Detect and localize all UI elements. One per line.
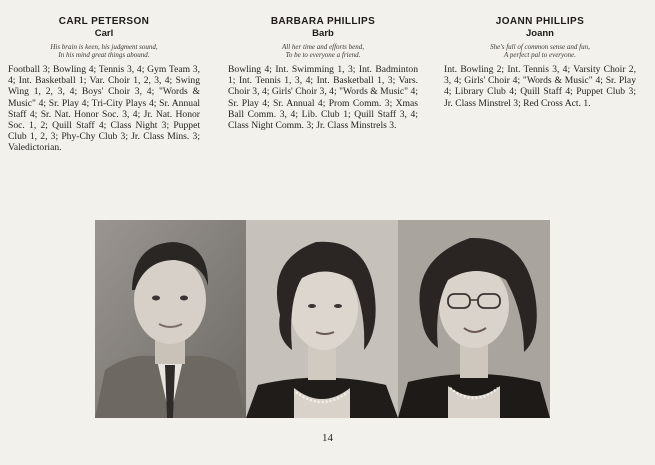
- student-nickname: Carl: [94, 28, 114, 39]
- student-nickname: Joann: [526, 28, 554, 39]
- student-activities: Football 3; Bowling 4; Tennis 3, 4; Gym Team 3, 4; Int. Basketball 1; Var. Choir 1, 2, 3, 4; Swing Wing 1, 2, 3, 4; Boys' Choir 3, 4; "Words & Music" 4; Sr. Play 4; Tri-City Plays 4; Sr. Annual Staff 4; Sr. Nat. Honor Soc. 3, 4; Jr. Nat. Honor Soc. 1, 2; Quill Staff 4; Class Night 3; Puppet Club 1, 2, 3; Phy-Chy Club 3; Jr. Class Mins. 3; Valedictorian.: [8, 64, 200, 154]
- student-name: CARL PETERSON: [58, 16, 150, 27]
- page-number: 14: [322, 432, 333, 444]
- student-entry-joann-phillips: [444, 16, 636, 109]
- student-name: JOANN PHILLIPS: [495, 16, 585, 27]
- student-quote-line-2: To be to everyone a friend.: [285, 51, 361, 59]
- student-quote-line-1: She's full of common sense and fun,: [490, 43, 590, 51]
- student-quote-line-1: His brain is keen, his judgment sound,: [50, 43, 158, 51]
- student-quote-line-2: A perfect pal to everyone.: [504, 51, 576, 59]
- student-entry-carl-peterson: [8, 16, 200, 154]
- portrait-photo-barbara-phillips: [246, 220, 398, 418]
- student-name: BARBARA PHILLIPS: [270, 16, 376, 27]
- portrait-photo-joann-phillips: [398, 220, 550, 418]
- student-quote-line-2: In his mind great things abound.: [58, 51, 150, 59]
- student-quote-line-1: All her time and efforts bend,: [281, 43, 365, 51]
- student-entry-barbara-phillips: [228, 16, 418, 131]
- student-activities: Int. Bowling 2; Int. Tennis 3, 4; Varsity Choir 2, 3, 4; Girls' Choir 4; "Words & Music" 4; Sr. Play 4; Library Club 4; Quill Staff 4; Puppet Club 3; Jr. Class Minstrel 3; Red Cross Act. 1.: [444, 64, 636, 109]
- student-activities: Bowling 4; Int. Swimming 1, 3; Int. Badminton 1; Int. Tennis 1, 3, 4; Int. Basketball 1, 3; Vars. Choir 3, 4; Girls' Choir 3, 4; "Words & Music" 4; Sr. Play 4; Sr. Annual 4; Prom Comm. 3; Xmas Ball Comm. 3, 4; Lib. Club 1; Quill Staff 3, 4; Class Night Comm. 3; Jr. Class Minstrels 3.: [228, 64, 418, 132]
- student-nickname: Barb: [312, 28, 334, 39]
- portrait-photo-carl-peterson: [95, 220, 246, 418]
